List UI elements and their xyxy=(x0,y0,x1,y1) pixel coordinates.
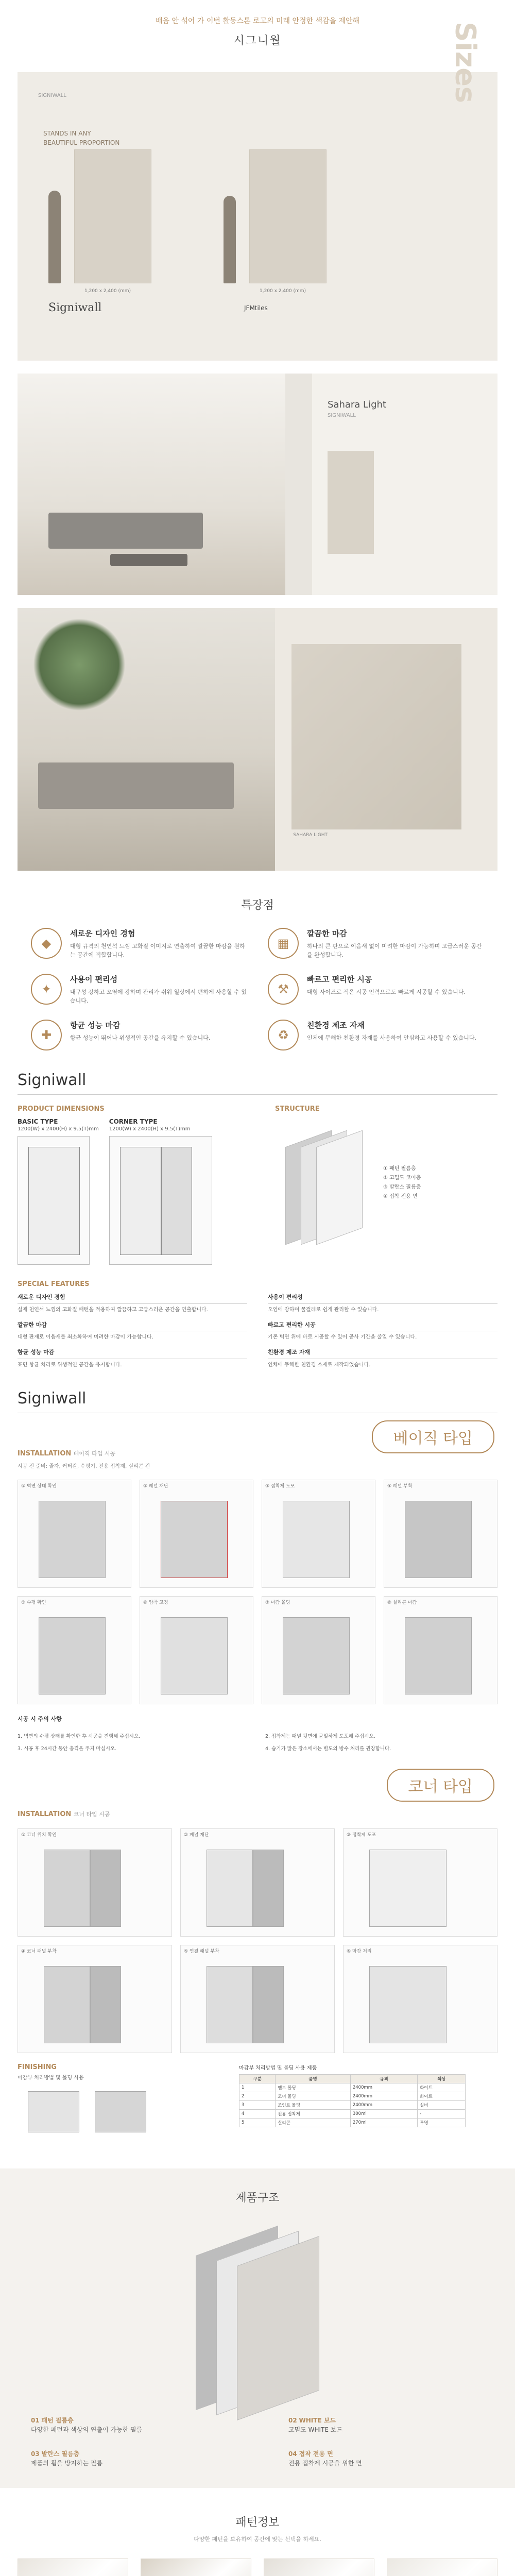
wall-illustration xyxy=(90,1850,121,1927)
features-title: 특장점 xyxy=(241,899,274,912)
person-silhouette-icon xyxy=(48,191,61,283)
corner-type-label: CORNER TYPE xyxy=(109,1118,158,1126)
sizes-brand-logo: Signiwall xyxy=(48,301,102,314)
table-cell: 300ml xyxy=(350,2110,417,2119)
special-feature-desc: 인체에 무해한 친환경 소재로 제작되었습니다. xyxy=(268,1362,371,1368)
feature-item xyxy=(268,1020,484,1050)
table-cell: 4 xyxy=(239,2110,276,2119)
install-step xyxy=(384,1480,497,1588)
feature-desc: 인체에 무해한 친환경 자재를 사용하여 안심하고 사용할 수 있습니다. xyxy=(307,1035,476,1042)
special-feature-name: 친환경 제조 자재 xyxy=(268,1348,497,1359)
wall-illustration xyxy=(39,1617,106,1694)
table-header-row xyxy=(239,2075,466,2083)
feature-name: 항균 성능 마감 xyxy=(70,1021,121,1030)
special-feature xyxy=(268,1321,497,1342)
table-cell: 실버 xyxy=(418,2101,466,2110)
special-feature-name: 사용이 편리성 xyxy=(268,1293,497,1304)
feature-icon: ✦ xyxy=(31,974,62,1005)
step-label: ④ 패널 부착 xyxy=(387,1483,413,1489)
install-note: 4. 습기가 많은 장소에서는 별도의 방수 처리를 권장합니다. xyxy=(265,1746,391,1752)
feature-icon: ♻ xyxy=(268,1020,299,1050)
install-step xyxy=(384,1596,497,1704)
feature-item xyxy=(268,974,484,1005)
layer-name: 패턴 필름층 xyxy=(41,2417,74,2425)
patterns-grid xyxy=(0,2543,515,2576)
sizes-logo-right: JFMtiles xyxy=(244,304,268,312)
pattern-tile xyxy=(387,2558,497,2576)
pattern-title: Sahara Light xyxy=(328,399,386,410)
table-row xyxy=(239,2119,466,2127)
table-cell: 투명 xyxy=(418,2119,466,2127)
product-name: 시그니월 xyxy=(233,35,282,47)
table-cell: 2400mm xyxy=(350,2101,417,2110)
layer-num: 01 xyxy=(31,2417,40,2425)
install-step xyxy=(18,1596,131,1704)
table-cell: 실리콘 xyxy=(276,2119,351,2127)
install-corner-steps xyxy=(18,1828,497,2053)
person-silhouette-icon xyxy=(224,196,236,283)
special-feature-name: 새로운 디자인 경험 xyxy=(18,1293,247,1304)
table-cell: 엔드 몰딩 xyxy=(276,2083,351,2092)
finishing-block xyxy=(18,2063,224,2143)
finishing-table-title: 마감부 처리방법 및 몰딩 사용 제품 xyxy=(239,2065,317,2072)
wall-illustration xyxy=(405,1501,472,1578)
table-header: 색상 xyxy=(418,2075,466,2083)
step-label: ① 벽면 상태 확인 xyxy=(21,1483,57,1489)
table-cell: 5 xyxy=(239,2119,276,2127)
wall-illustration xyxy=(90,1966,121,2043)
install-corner-section xyxy=(0,1769,515,2053)
step-label: ⑤ 수평 확인 xyxy=(21,1600,46,1605)
structure-layer-label xyxy=(31,2449,102,2468)
plant-shape xyxy=(33,618,126,711)
header-tagline: 배움 안 섞어 가 이번 활동스톤 로고의 미래 안정한 색감을 제안해 xyxy=(155,17,360,25)
feature-icon: ✚ xyxy=(31,1020,62,1050)
structure-block xyxy=(275,1095,491,1265)
basic-type-size: 1200(W) x 2400(H) x 9.5(T)mm xyxy=(18,1126,99,1132)
signiwall-logo: Signiwall xyxy=(18,1071,497,1095)
feature-name: 빠르고 편리한 시공 xyxy=(307,975,372,985)
feature-item xyxy=(31,928,247,959)
install-heading-sub: 베이직 타입 시공 xyxy=(73,1450,116,1457)
structure-title: 제품구조 xyxy=(235,2192,280,2205)
spec-row xyxy=(18,1095,497,1265)
table-header: 규격 xyxy=(350,2075,417,2083)
layer-num: 03 xyxy=(31,2450,40,2458)
install-step xyxy=(343,1945,497,2053)
table-cell: 2400mm xyxy=(350,2083,417,2092)
feature-name: 사용이 편리성 xyxy=(70,975,118,985)
corner-type-drawing xyxy=(109,1136,212,1265)
wall-illustration xyxy=(283,1501,350,1578)
step-label: ⑤ 연결 패널 부착 xyxy=(184,1949,219,1955)
wall-illustration xyxy=(44,1850,90,1927)
step-label: ⑧ 실리콘 마감 xyxy=(387,1600,417,1605)
feature-name: 세로운 디자인 경험 xyxy=(70,929,135,938)
special-feature-desc: 표면 항균 처리로 위생적인 공간을 유지합니다. xyxy=(18,1362,122,1368)
sizes-vertical-title: Sizes xyxy=(450,22,482,103)
wall-illustration xyxy=(44,1966,90,2043)
finishing-table xyxy=(239,2074,466,2127)
special-feature-desc: 기존 벽면 위에 바로 시공할 수 있어 공사 기간을 줄일 수 있습니다. xyxy=(268,1334,417,1341)
corner-type-size: 1200(W) x 2400(H) x 9.5(T)mm xyxy=(109,1126,191,1132)
feature-icon: ▦ xyxy=(268,928,299,959)
install-step xyxy=(180,1828,335,1937)
structure-item: ③ 발란스 필름층 xyxy=(383,1184,421,1191)
pattern-swatch xyxy=(328,451,374,554)
table-header: 구분 xyxy=(239,2075,276,2083)
layer-name: WHITE 보드 xyxy=(299,2417,336,2425)
structure-layer-label xyxy=(288,2416,342,2434)
living-photo-panel xyxy=(18,608,497,871)
table-cell: - xyxy=(418,2110,466,2119)
feature-icon: ⚒ xyxy=(268,974,299,1005)
table-row xyxy=(239,2092,466,2101)
table-cell: 코너 몰딩 xyxy=(276,2092,351,2101)
structure-item: ④ 접착 전용 면 xyxy=(383,1194,418,1200)
step-label: ⑥ 압착 고정 xyxy=(143,1600,168,1605)
step-label: ④ 코너 패널 부착 xyxy=(21,1949,57,1955)
feature-desc: 하나의 큰 판으로 이음새 없이 미려한 마감이 가능하며 고급스러운 공간을 완성합니다. xyxy=(307,943,482,959)
step-label: ③ 접착제 도포 xyxy=(265,1483,295,1489)
install-notes xyxy=(18,1733,497,1753)
install-basic-section xyxy=(0,1389,515,1753)
layer-num: 02 xyxy=(288,2417,297,2425)
features-grid xyxy=(0,928,515,1050)
pattern-card xyxy=(141,2558,251,2576)
signiwall-logo: Signiwall xyxy=(18,1389,497,1413)
table-cell: 전용 접착제 xyxy=(276,2110,351,2119)
feature-desc: 대형 사이즈로 적은 시공 인력으로도 빠르게 시공할 수 있습니다. xyxy=(307,989,466,996)
structure-heading: STRUCTURE xyxy=(275,1105,320,1113)
feature-name: 깔끔한 마감 xyxy=(307,929,347,938)
feature-item xyxy=(268,928,484,959)
special-features-heading: SPECIAL FEATURES xyxy=(18,1280,90,1289)
table-shape xyxy=(110,554,187,566)
sizes-subtitle xyxy=(43,129,119,147)
finishing-section xyxy=(0,2063,515,2143)
finishing-table-block xyxy=(239,2063,466,2143)
special-feature-desc: 오염에 강하며 물걸레로 쉽게 관리할 수 있습니다. xyxy=(268,1307,379,1313)
step-label: ⑥ 마감 처리 xyxy=(347,1949,372,1955)
special-feature-name: 빠르고 편리한 시공 xyxy=(268,1321,497,1332)
install-note: 1. 벽면의 수평 상태를 확인한 후 시공을 진행해 주십시오. xyxy=(18,1733,141,1739)
wall-illustration xyxy=(405,1617,472,1694)
structure-list xyxy=(383,1164,421,1201)
pattern-info-panel xyxy=(312,374,497,595)
table-cell: 3 xyxy=(239,2101,276,2110)
wall-illustration xyxy=(369,1850,447,1927)
basic-type-pill: 베이직 타입 xyxy=(372,1420,494,1453)
wall-illustration xyxy=(207,1850,253,1927)
table-cell: 화이트 xyxy=(418,2092,466,2101)
step-label: ② 패널 재단 xyxy=(184,1833,209,1838)
dimensions-block xyxy=(18,1095,254,1265)
special-feature xyxy=(18,1348,247,1369)
sofa-shape xyxy=(38,762,234,809)
finishing-subtitle: 마감부 처리방법 및 몰딩 사용 xyxy=(18,2075,84,2081)
install-note: 3. 시공 후 24시간 동안 충격을 주지 마십시오. xyxy=(18,1746,117,1752)
interior-photo xyxy=(18,374,285,595)
feature-name: 친환경 제조 자재 xyxy=(307,1021,365,1030)
sizes-meta: SIGNIWALL xyxy=(38,93,66,98)
basic-panel-illustration xyxy=(74,149,151,283)
basic-panel-dimension: 1,200 x 2,400 (mm) xyxy=(84,289,131,294)
step-label: ② 패널 재단 xyxy=(143,1483,168,1489)
feature-desc: 내구성 강하고 오염에 강하며 관리가 쉬워 일상에서 편하게 사용할 수 있습니다. xyxy=(70,989,247,1005)
wall-illustration xyxy=(161,1617,228,1694)
table-row xyxy=(239,2101,466,2110)
layer-desc: 고밀도 WHITE 보드 xyxy=(288,2426,342,2434)
special-feature-name: 깔끔한 마감 xyxy=(18,1321,247,1332)
table-cell: 화이트 xyxy=(418,2083,466,2092)
dimensions-heading: PRODUCT DIMENSIONS xyxy=(18,1105,105,1113)
corner-panel-dimension: 1,200 x 2,400 (mm) xyxy=(260,289,306,294)
wall-illustration xyxy=(207,1966,253,2043)
basic-type-head xyxy=(18,1118,99,1132)
structure-item: ② 고밀도 코어층 xyxy=(383,1175,421,1181)
pattern-tile xyxy=(18,2558,128,2576)
install-step xyxy=(180,1945,335,2053)
install-step xyxy=(18,1945,172,2053)
corner-type-head xyxy=(109,1118,212,1132)
special-feature-desc: 대형 판재로 이음새를 최소화하여 미려한 마감이 가능합니다. xyxy=(18,1334,153,1341)
product-structure-section xyxy=(0,2168,515,2488)
install-heading-label: INSTALLATION xyxy=(18,1810,72,1819)
pattern-tile xyxy=(264,2558,374,2576)
step-label: ⑦ 마감 몰딩 xyxy=(265,1600,290,1605)
install-step xyxy=(18,1828,172,1937)
spec-section xyxy=(0,1071,515,1369)
patterns-title: 패턴정보 xyxy=(235,2516,280,2530)
table-cell: 270ml xyxy=(350,2119,417,2127)
structure-item: ① 패턴 필름층 xyxy=(383,1166,416,1172)
structure-layer-label xyxy=(31,2416,142,2434)
special-feature xyxy=(268,1348,497,1369)
install-note: 2. 접착제는 패널 뒷면에 균일하게 도포해 주십시오. xyxy=(265,1733,375,1739)
sofa-shape xyxy=(48,513,203,549)
table-cell: 조인트 몰딩 xyxy=(276,2101,351,2110)
install-heading-sub: 코너 타입 시공 xyxy=(73,1811,110,1818)
sahara-photo-panel xyxy=(18,374,497,595)
layer-name: 접착 전용 면 xyxy=(299,2450,333,2458)
feature-item xyxy=(31,974,247,1005)
stone-texture-swatch xyxy=(291,644,461,829)
table-row xyxy=(239,2110,466,2119)
patterns-section xyxy=(0,2514,515,2576)
special-feature xyxy=(18,1293,247,1314)
wall-illustration xyxy=(253,1966,284,2043)
table-cell: 1 xyxy=(239,2083,276,2092)
sizes-subtitle-line2: BEAUTIFUL PROPORTION xyxy=(43,139,120,146)
pattern-tile xyxy=(141,2558,251,2576)
install-basic-steps xyxy=(18,1480,497,1704)
install-step xyxy=(140,1480,253,1588)
stone-caption: SAHARA LIGHT xyxy=(293,833,328,838)
install-step xyxy=(18,1480,131,1588)
install-step xyxy=(140,1596,253,1704)
wall-illustration xyxy=(369,1966,447,2043)
features-section xyxy=(0,896,515,1050)
special-feature-name: 항균 성능 마감 xyxy=(18,1348,247,1359)
step-label: ③ 접착제 도포 xyxy=(347,1833,376,1838)
special-feature xyxy=(18,1321,247,1342)
layer-desc: 제품의 휨을 방지하는 필름 xyxy=(31,2460,102,2467)
living-room-photo xyxy=(18,608,275,871)
wall-illustration xyxy=(283,1617,350,1694)
corner-type-pill: 코너 타입 xyxy=(387,1769,494,1802)
basic-type-drawing xyxy=(18,1136,90,1265)
feature-item xyxy=(31,1020,247,1050)
feature-desc: 항균 성능이 뛰어나 위생적인 공간을 유지할 수 있습니다. xyxy=(70,1035,211,1042)
wall-illustration xyxy=(161,1501,228,1578)
install-tools: 시공 전 준비: 줄자, 커터칼, 수평기, 전용 접착제, 실리콘 건 xyxy=(18,1463,150,1469)
table-cell: 2 xyxy=(239,2092,276,2101)
special-feature-desc: 실제 천연석 느낌의 고화질 패턴을 적용하여 깔끔하고 고급스러운 공간을 연출합니다. xyxy=(18,1307,208,1313)
structure-layer-front xyxy=(237,2236,319,2420)
table-cell: 2400mm xyxy=(350,2092,417,2101)
install-step xyxy=(262,1480,375,1588)
patterns-subtitle: 다양한 패턴을 보유하여 공간에 맞는 선택을 하세요. xyxy=(194,2536,321,2543)
pattern-subtitle: SIGNIWALL xyxy=(328,413,356,418)
page-header xyxy=(0,0,515,72)
pattern-card xyxy=(18,2558,128,2576)
layer-3-illustration xyxy=(316,1130,363,1245)
feature-icon: ◆ xyxy=(31,928,62,959)
layer-desc: 다양한 패턴과 색상의 연출이 가능한 필름 xyxy=(31,2426,143,2434)
pattern-card xyxy=(264,2558,374,2576)
layer-name: 발란스 필름층 xyxy=(41,2450,80,2458)
table-header: 품명 xyxy=(276,2075,351,2083)
basic-type-label: BASIC TYPE xyxy=(18,1118,58,1126)
install-notes-heading: 시공 시 주의 사항 xyxy=(18,1715,62,1722)
install-step xyxy=(343,1828,497,1937)
finishing-title: FINISHING xyxy=(18,2063,57,2072)
molding-illustration xyxy=(18,2086,224,2143)
table-row xyxy=(239,2083,466,2092)
corner-panel-illustration xyxy=(249,149,327,283)
wall-illustration xyxy=(253,1850,284,1927)
layer-desc: 전용 접착제 시공을 위한 면 xyxy=(288,2460,362,2467)
special-features-grid xyxy=(18,1293,497,1369)
wall-illustration xyxy=(39,1501,106,1578)
layer-num: 04 xyxy=(288,2450,297,2458)
install-step xyxy=(262,1596,375,1704)
sizes-subtitle-line1: STANDS IN ANY xyxy=(43,130,91,137)
pattern-card xyxy=(387,2558,497,2576)
install-heading-label: INSTALLATION xyxy=(18,1449,72,1458)
structure-layer-label xyxy=(288,2449,362,2468)
special-feature xyxy=(268,1293,497,1314)
feature-desc: 대형 규격의 천연석 느낌 고화질 이미지로 연출하여 깔끔한 마감을 원하는 공간에 적합합니다. xyxy=(70,943,245,959)
step-label: ① 코너 위치 확인 xyxy=(21,1833,57,1838)
